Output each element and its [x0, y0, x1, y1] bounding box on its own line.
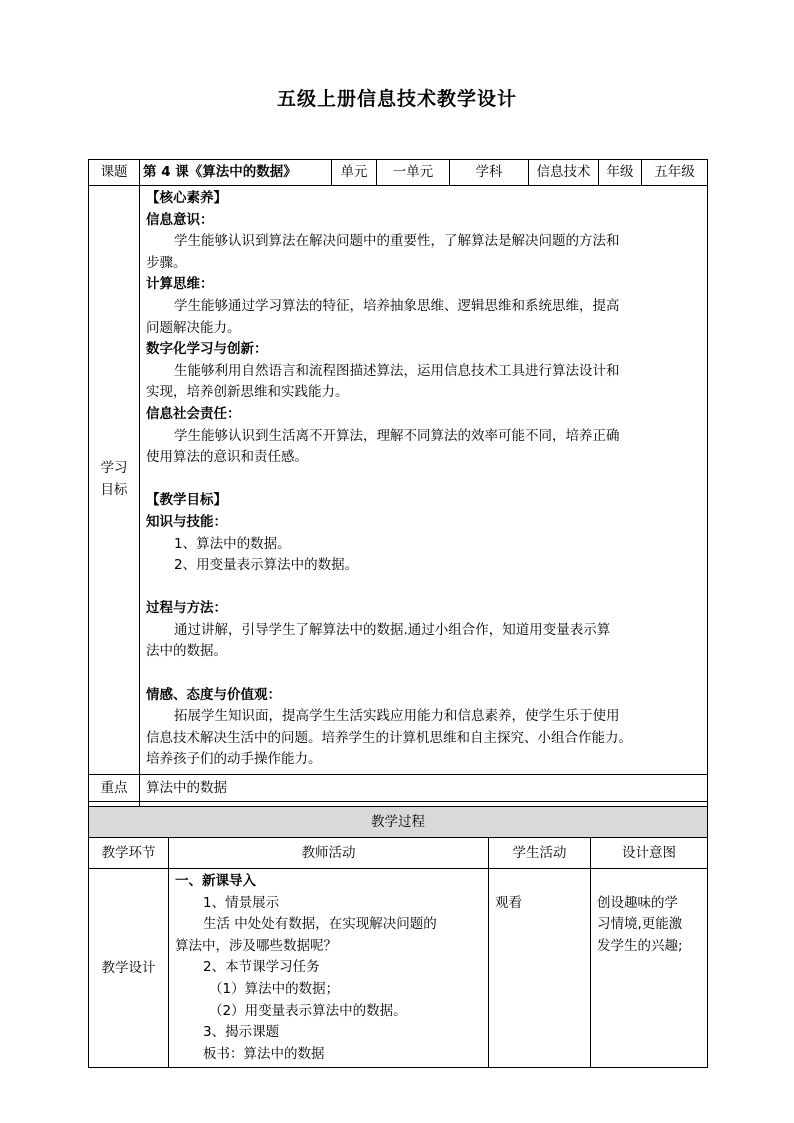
key-point-value: 算法中的数据 [140, 775, 708, 802]
info-awareness-text-1: 学生能够认识到算法在解决问题中的重要性，了解算法是解决问题的方法和 [174, 233, 620, 250]
process-header-row [89, 807, 708, 838]
teacher-line-3: 算法中，涉及哪些数据呢？ [175, 937, 337, 954]
digital-text-2: 实现，培养创新思维和实践能力。 [146, 384, 349, 401]
topic-value: 第 4 课《算法中的数据》 [140, 160, 332, 186]
col-teacher: 教师活动 [169, 838, 489, 869]
student-activity-cell [489, 869, 591, 1068]
unit-value: 一单元 [377, 160, 450, 186]
teacher-line-4: 2、本节课学习任务 [203, 959, 320, 976]
process-text-1: 通过讲解，引导学生了解算法中的数据.通过小组合作，知道用变量表示算 [174, 621, 611, 638]
goal-heading: 【教学目标】 [146, 492, 227, 509]
unit-label: 单元 [332, 160, 377, 186]
grade-value: 五年级 [642, 160, 708, 186]
process-header: 教学过程 [89, 807, 708, 838]
emotion-text-1: 拓展学生知识面，提高学生生活实践应用能力和信息素养，使学生乐于使用 [174, 708, 620, 725]
objectives-label-line1: 学习 [100, 460, 128, 477]
teacher-line-7: 3、揭示课题 [203, 1024, 280, 1041]
knowledge-heading: 知识与技能： [146, 513, 227, 530]
intent-line-1: 创设趣味的学 [597, 894, 678, 911]
teacher-heading: 一、新课导入 [175, 873, 256, 889]
teacher-activity-cell [169, 869, 489, 1068]
knowledge-text-2: 2、用变量表示算法中的数据。 [174, 557, 359, 574]
objectives-row [89, 186, 708, 775]
page-title: 五级上册信息技术教学设计 [276, 88, 517, 110]
key-point-row [89, 775, 708, 802]
lesson-info-table [88, 159, 708, 829]
info-awareness-heading: 信息意识： [146, 211, 214, 228]
comp-thinking-heading: 计算思维： [146, 276, 214, 293]
objectives-content [140, 186, 708, 775]
intent-line-3: 发学生的兴趣; [597, 937, 683, 954]
emotion-text-2: 信息技术解决生活中的问题。培养学生的计算机思维和自主探究、小组合作能力。 [146, 729, 632, 746]
process-heading: 过程与方法： [146, 600, 227, 617]
topic-label: 课题 [89, 160, 140, 186]
subject-label: 学科 [450, 160, 529, 186]
objectives-label-line2: 目标 [100, 482, 128, 499]
grade-label: 年级 [599, 160, 642, 186]
process-row-1 [89, 869, 708, 1068]
digital-heading: 数字化学习与创新： [146, 341, 268, 358]
process-columns-row [89, 838, 708, 869]
process-text-2: 法中的数据。 [146, 643, 227, 660]
col-stage: 教学环节 [89, 838, 169, 869]
core-heading: 【核心素养】 [146, 190, 227, 206]
comp-thinking-text-2: 问题解决能力。 [146, 319, 241, 336]
emotion-heading: 情感、态度与价值观： [146, 686, 281, 703]
stage-cell: 教学设计 [89, 869, 169, 1068]
key-point-label: 重点 [89, 775, 140, 802]
social-heading: 信息社会责任： [146, 405, 241, 422]
emotion-text-3: 培养孩子们的动手操作能力。 [146, 751, 322, 768]
social-text-1: 学生能够认识到生活离不开算法，理解不同算法的效率可能不同，培养正确 [174, 427, 620, 444]
objectives-label [89, 186, 140, 775]
intent-cell [591, 869, 708, 1068]
info-awareness-text-2: 步骤。 [146, 254, 187, 271]
teacher-line-1: 1、情景展示 [203, 894, 280, 911]
comp-thinking-text-1: 学生能够通过学习算法的特征，培养抽象思维、逻辑思维和系统思维，提高 [174, 297, 620, 314]
teacher-line-5: （1）算法中的数据； [209, 980, 340, 997]
teacher-line-2: 生活 中处处有数据，在实现解决问题的 [203, 916, 437, 933]
digital-text-1: 生能够利用自然语言和流程图描述算法，运用信息技术工具进行算法设计和 [174, 362, 620, 379]
col-student: 学生活动 [489, 838, 591, 869]
col-intent: 设计意图 [591, 838, 708, 869]
subject-value: 信息技术 [529, 160, 599, 186]
teaching-process-table [88, 806, 708, 1068]
info-row [89, 160, 708, 186]
social-text-2: 使用算法的意识和责任感。 [146, 449, 308, 466]
intent-line-2: 习情境,更能激 [597, 916, 683, 933]
student-activity: 观看 [495, 894, 522, 911]
teacher-line-6: （2）用变量表示算法中的数据。 [209, 1002, 407, 1019]
knowledge-text-1: 1、算法中的数据。 [174, 535, 291, 552]
teacher-line-8: 板书：算法中的数据 [203, 1045, 325, 1062]
